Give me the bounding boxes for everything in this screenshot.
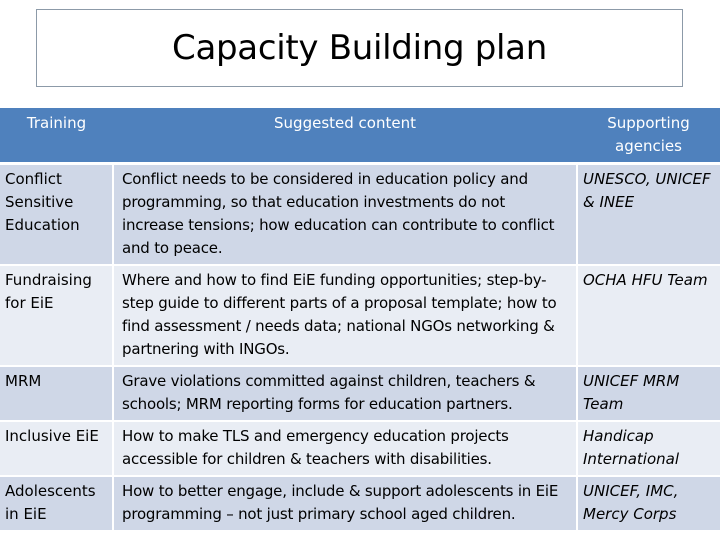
- table-row: [0, 421, 720, 476]
- table-row: [0, 265, 720, 366]
- capacity-building-table: [0, 108, 720, 532]
- table-row: [0, 164, 720, 266]
- agencies-cell: OCHA HFU Team: [577, 265, 720, 366]
- content-cell: Where and how to find EiE funding opportunities; step-by-step guide to different parts of a proposal template; how to find assessment / needs data; national NGOs networking & partnering with INGOs.: [113, 265, 577, 366]
- training-cell: Inclusive EiE: [0, 421, 113, 476]
- header-suggested-content: Suggested content: [113, 108, 577, 164]
- training-cell: Fundraising for EiE: [0, 265, 113, 366]
- agencies-cell: Handicap International: [577, 421, 720, 476]
- title-box: [36, 9, 683, 87]
- agencies-cell: UNICEF MRM Team: [577, 366, 720, 421]
- agencies-cell: UNICEF, IMC, Mercy Corps: [577, 476, 720, 531]
- header-supporting-agencies: Supporting agencies: [577, 108, 720, 164]
- table-row: [0, 476, 720, 531]
- table-row: [0, 366, 720, 421]
- training-cell: MRM: [0, 366, 113, 421]
- content-cell: Grave violations committed against children, teachers & schools; MRM reporting forms for education partners.: [113, 366, 577, 421]
- table-header-row: [0, 108, 720, 164]
- content-cell: Conflict needs to be considered in education policy and programming, so that education investments do not increase tensions; how education can contribute to conflict and to peace.: [113, 164, 577, 266]
- training-cell: Adolescents in EiE: [0, 476, 113, 531]
- content-cell: How to better engage, include & support adolescents in EiE programming – not just primary school aged children.: [113, 476, 577, 531]
- page-title: Capacity Building plan: [172, 28, 547, 68]
- content-cell: How to make TLS and emergency education projects accessible for children & teachers with disabilities.: [113, 421, 577, 476]
- training-cell: Conflict Sensitive Education: [0, 164, 113, 266]
- agencies-cell: UNESCO, UNICEF & INEE: [577, 164, 720, 266]
- header-training: Training: [0, 108, 113, 164]
